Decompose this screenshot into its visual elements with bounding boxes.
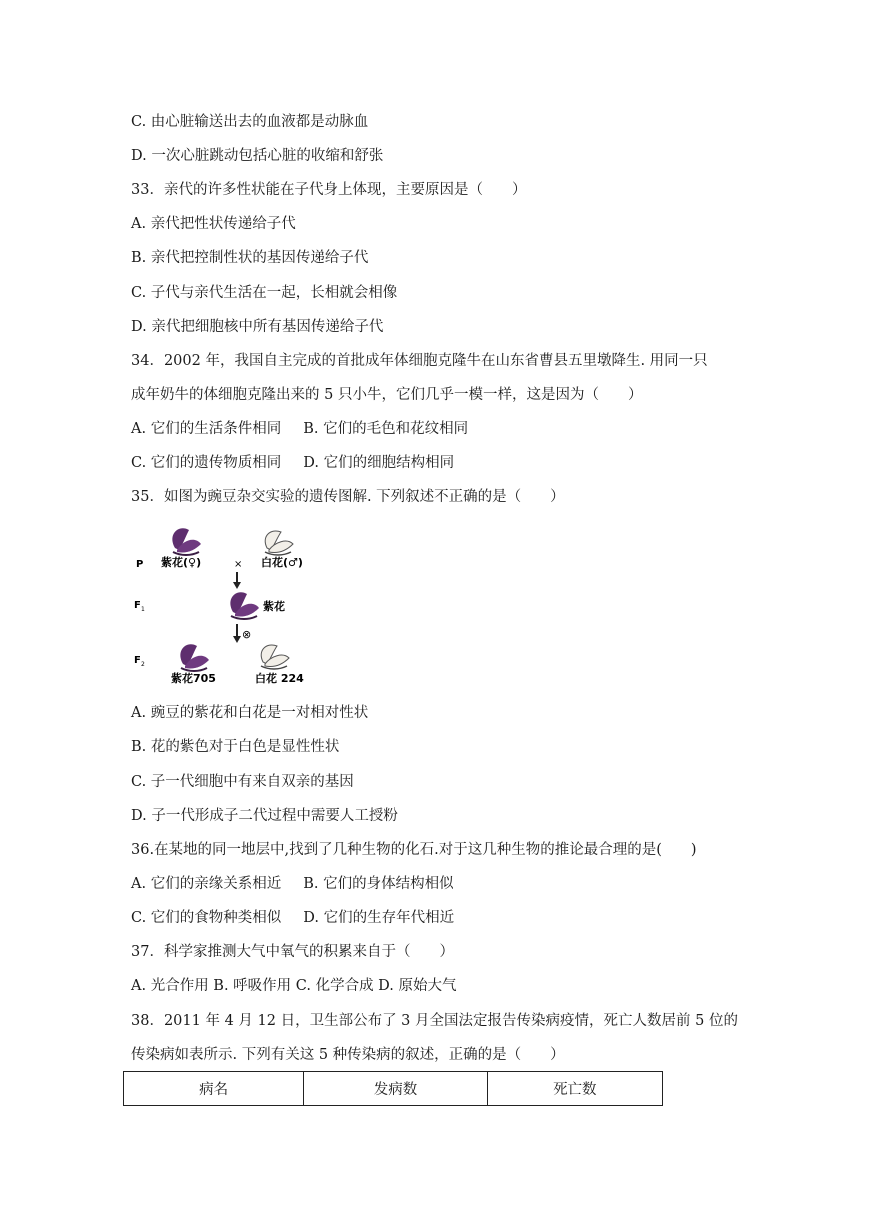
q38-stem-line1: 38．2011 年 4 月 12 日，卫生部公布了 3 月全国法定报告传染病疫情，死亡人数居前 5 位的 — [131, 1013, 738, 1029]
q36-option-c: C. 它们的食物种类相似 — [131, 910, 282, 926]
table-header-row — [124, 1072, 663, 1106]
q37-options: A. 光合作用 B. 呼吸作用 C. 化学合成 D. 原始大气 — [131, 978, 457, 994]
q34-stem-line1: 34．2002 年，我国自主完成的首批成年体细胞克隆牛在山东省曹县五里墩降生. 用同一只 — [131, 353, 708, 369]
q34-option-a: A. 它们的生活条件相同 — [131, 421, 282, 437]
gen-label-f2: F — [134, 655, 141, 666]
gen-label-f1-sub: 1 — [141, 606, 145, 613]
gen-label-f2-sub: 2 — [141, 661, 145, 668]
q32-option-d: D. 一次心脏跳动包括心脏的收缩和舒张 — [131, 148, 384, 164]
p-white-label: 白花(♂) — [261, 556, 303, 569]
cross-symbol: × — [234, 559, 243, 570]
q36-option-b: B. 它们的身体结构相似 — [303, 876, 454, 892]
q35-option-a: A. 豌豆的紫花和白花是一对相对性状 — [131, 705, 369, 721]
q33-stem: 33．亲代的许多性状能在子代身上体现，主要原因是（ ） — [131, 182, 527, 198]
f2-white-label: 白花 224 — [255, 672, 304, 685]
gen-label-p: P — [136, 559, 144, 570]
q33-option-a: A. 亲代把性状传递给子代 — [131, 216, 296, 232]
q33-option-d: D. 亲代把细胞核中所有基因传递给子代 — [131, 319, 384, 335]
pea-cross-diagram — [131, 518, 321, 690]
q35-option-d: D. 子一代形成子二代过程中需要人工授粉 — [131, 808, 398, 824]
q36-option-a: A. 它们的亲缘关系相近 — [131, 876, 282, 892]
q36-option-d: D. 它们的生存年代相近 — [303, 910, 455, 926]
q35-stem: 35．如图为豌豆杂交实验的遗传图解. 下列叙述不正确的是（ ） — [131, 489, 565, 505]
p-purple-label: 紫花(♀) — [161, 556, 202, 569]
q34-option-b: B. 它们的毛色和花纹相同 — [303, 421, 469, 437]
q34-option-c: C. 它们的遗传物质相同 — [131, 455, 282, 471]
q35-option-c: C. 子一代细胞中有来自双亲的基因 — [131, 774, 354, 790]
f1-purple-label: 紫花 — [263, 600, 285, 613]
q36-stem: 36.在某地的同一地层中,找到了几种生物的化石.对于这几种生物的推论最合理的是( ) — [131, 842, 697, 858]
gen-label-f1: F — [134, 600, 141, 611]
q33-option-c: C. 子代与亲代生活在一起，长相就会相像 — [131, 285, 398, 301]
q35-option-b: B. 花的紫色对于白色是显性性状 — [131, 739, 340, 755]
header-deaths: 死亡数 — [487, 1072, 662, 1106]
header-cases: 发病数 — [304, 1072, 487, 1106]
q38-stem-line2: 传染病如表所示. 下列有关这 5 种传染病的叙述，正确的是（ ） — [131, 1047, 565, 1063]
q34-options-row2 — [131, 453, 454, 473]
q33-option-b: B. 亲代把控制性状的基因传递给子代 — [131, 250, 369, 266]
q37-stem: 37．科学家推测大气中氧气的积累来自于（ ） — [131, 944, 454, 960]
q34-options-row1 — [131, 419, 468, 439]
header-disease-name: 病名 — [124, 1072, 304, 1106]
self-pollination-symbol: ⊗ — [242, 628, 252, 641]
f2-purple-label: 紫花705 — [171, 672, 216, 685]
q36-options-row2 — [131, 908, 454, 928]
disease-table — [123, 1071, 663, 1106]
q34-stem-line2: 成年奶牛的体细胞克隆出来的 5 只小牛，它们几乎一模一样，这是因为（ ） — [131, 387, 643, 403]
q34-option-d: D. 它们的细胞结构相同 — [303, 455, 455, 471]
q32-option-c: C. 由心脏输送出去的血液都是动脉血 — [131, 114, 369, 130]
q36-options-row1 — [131, 874, 454, 894]
